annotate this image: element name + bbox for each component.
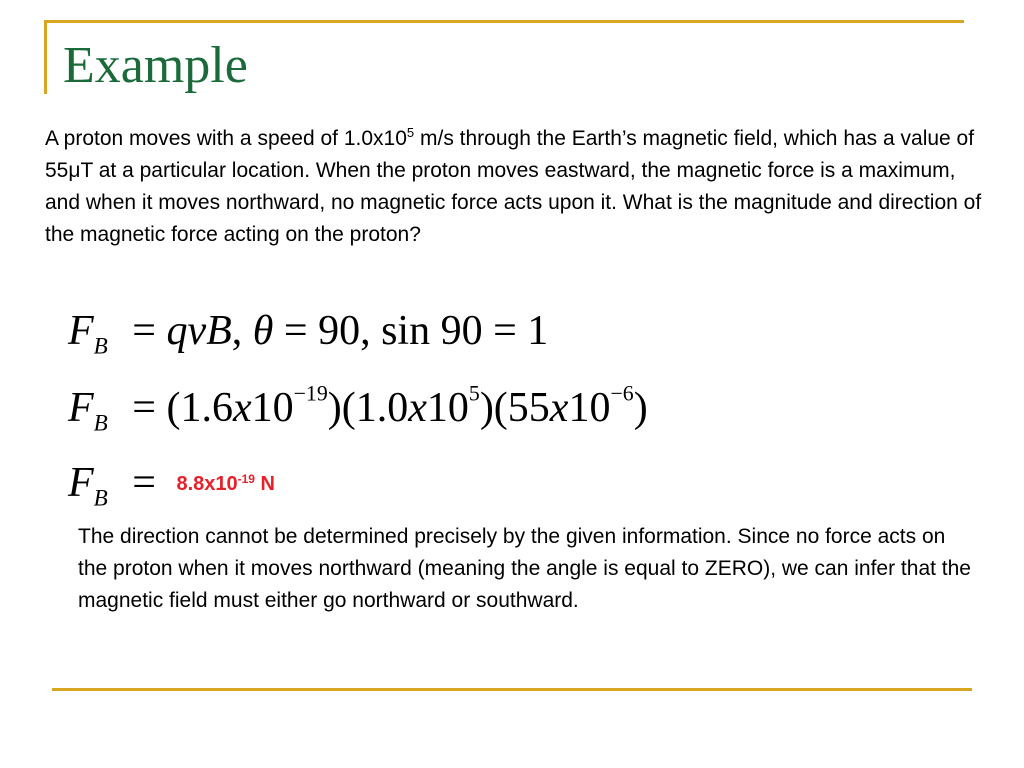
problem-text-post: m/s through the Earth’s magnetic field, which has a value of 55μT at a particular location. When the proton moves eastward, the magnetic force is a maximum, and when it moves northward, no magnetic force acts upon it. What is the magnitude and direction of the magnetic force acting on the proton? bbox=[45, 127, 982, 246]
answer-unit: N bbox=[254, 473, 275, 495]
equation-force-result: $F_B = 8.8x10^{-19}$ N bbox=[68, 460, 275, 511]
problem-text-pre: A proton moves with a speed of 1.0x10 bbox=[45, 127, 407, 150]
equation-force-substitution: $F_B = (1.6x10^{-19})(1.0x10^5)(55x10^{-6})$ bbox=[68, 381, 648, 436]
slide-title: Example bbox=[63, 37, 248, 94]
problem-speed-exponent: 5 bbox=[406, 125, 415, 140]
answer-value bbox=[176, 473, 275, 495]
answer-mantissa: 8.8x10 bbox=[176, 473, 238, 495]
top-rule bbox=[44, 20, 964, 23]
left-rule bbox=[44, 20, 47, 94]
explanation-text: The direction cannot be determined precisely by the given information. Since no force acts on the proton when it moves northward (meaning the angle is equal to ZERO), we can infer that the magnetic field must either go northward or southward. bbox=[78, 525, 971, 612]
answer-exponent: -19 bbox=[237, 471, 255, 486]
problem-text bbox=[45, 123, 985, 251]
bottom-rule bbox=[52, 688, 972, 691]
equation-force-formula: $F_B$ = qvB, θ = 90, sin 90 = 1 bbox=[68, 308, 549, 359]
